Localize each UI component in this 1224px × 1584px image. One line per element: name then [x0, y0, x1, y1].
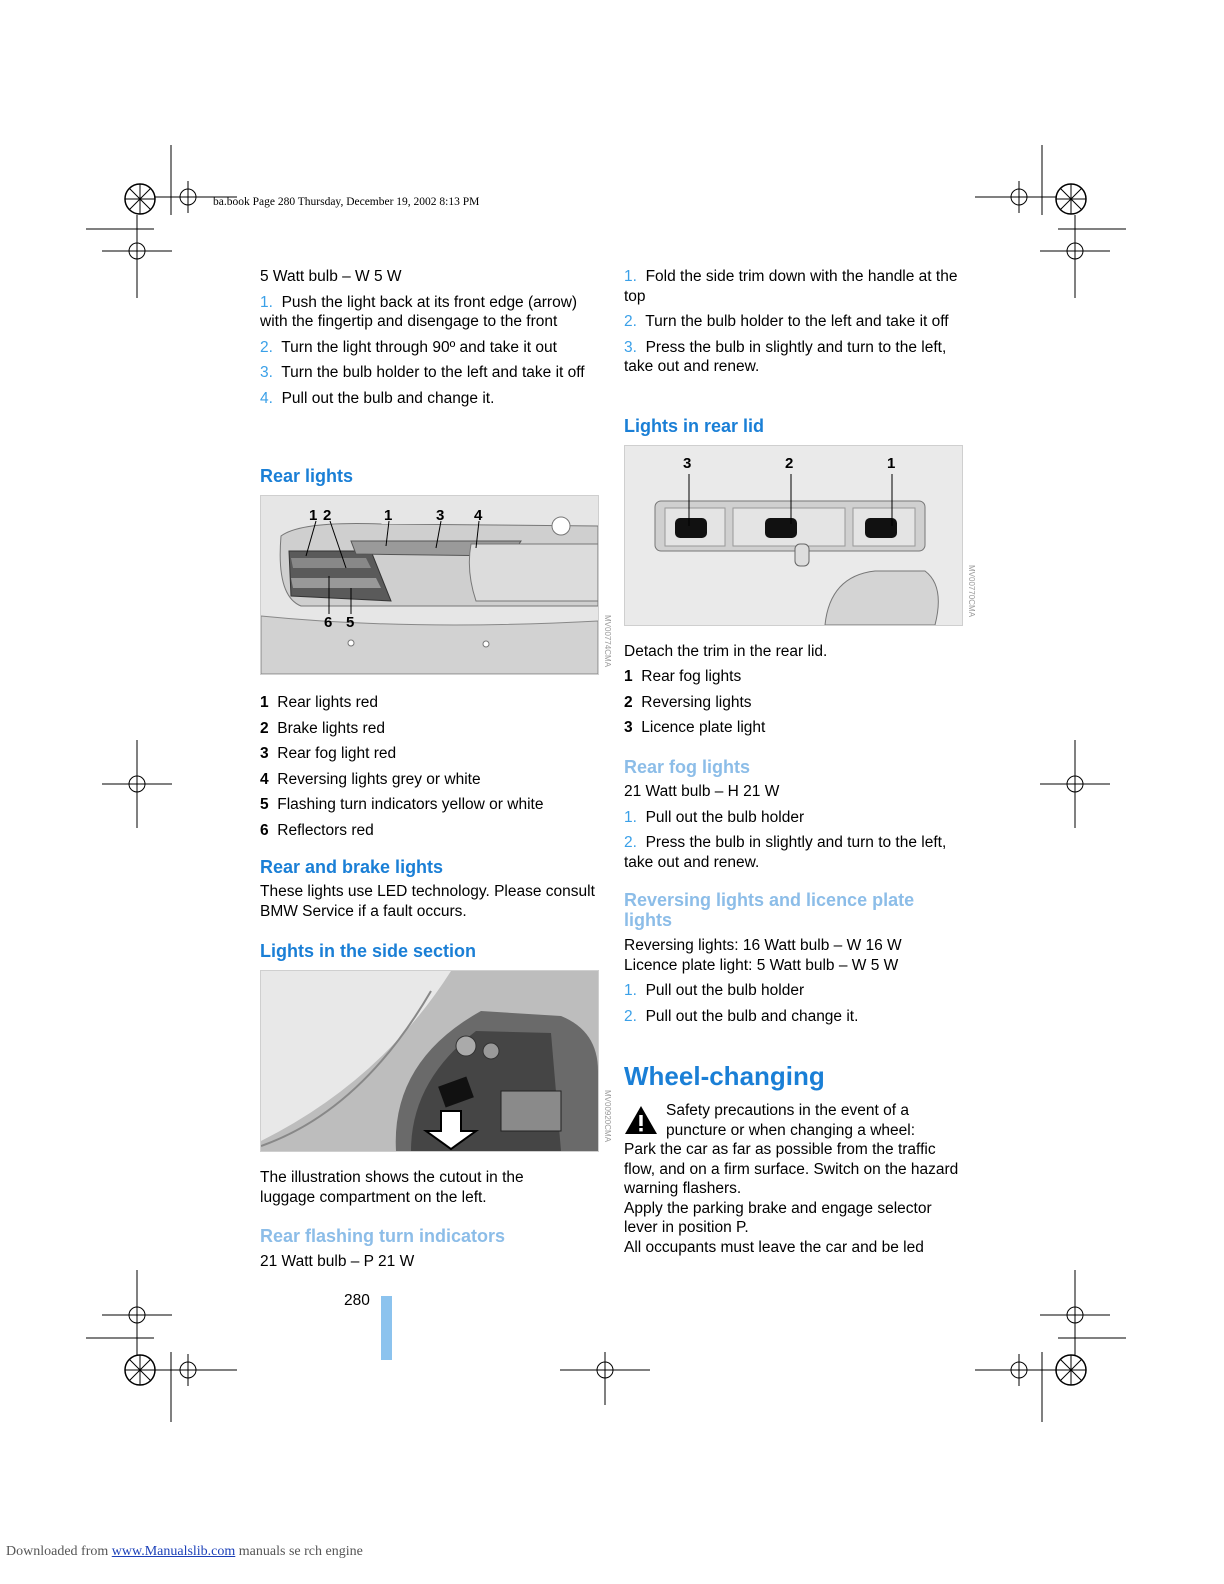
side-section-text: The illustration shows the cutout in the luggage compartment on the left. [260, 1169, 524, 1206]
legend-text: Rear lights red [277, 694, 379, 711]
step-text: Turn the bulb holder to the left and take it off [645, 313, 949, 330]
step-text: Turn the light through 90º and take it out [281, 338, 557, 356]
safety-section [624, 1101, 964, 1257]
side-section-illustration [260, 970, 599, 1152]
legend-number: 5 [260, 796, 269, 813]
wheel-paragraph: All occupants must leave the car and be led [624, 1238, 924, 1256]
step [624, 833, 964, 872]
figure-code: MV00920CMA [603, 1090, 612, 1143]
legend-item [260, 719, 605, 739]
step-text: Push the light back at its front edge (arrow) with the fingertip and disengage to the front [260, 293, 578, 330]
figure-label: 4 [474, 507, 483, 524]
legend-text: Flashing turn indicators yellow or white [277, 796, 544, 813]
rear-fog-section [624, 782, 964, 872]
licence-spec: Licence plate light: 5 Watt bulb – W 5 W [624, 956, 899, 974]
step-text: Press the bulb in slightly and turn to the left, take out and renew. [624, 834, 947, 871]
legend-number: 6 [260, 821, 269, 839]
step-text: Pull out the bulb holder [645, 982, 805, 999]
legend-number: 4 [260, 770, 269, 788]
step [260, 389, 600, 409]
step-number: 2. [624, 1007, 637, 1025]
figure-code: MV00770CMA [967, 565, 976, 618]
legend-item [624, 718, 964, 738]
rear-lid-legend [624, 667, 964, 738]
step-text: Fold the side trim down with the handle at the top [624, 268, 958, 305]
step [624, 312, 964, 332]
legend-text: Reversing lights [641, 693, 752, 711]
step [260, 363, 600, 383]
figure-label: 1 [309, 507, 318, 524]
step-number: 2. [260, 338, 273, 356]
figure-label: 3 [436, 507, 445, 524]
rear-fog-spec: 21 Watt bulb – H 21 W [624, 783, 780, 800]
figure-label: 3 [683, 455, 692, 472]
legend-item [260, 795, 605, 815]
reversing-heading: Reversing lights and licence plate lights [624, 890, 915, 930]
wheel-paragraph: Apply the parking brake and engage selector lever in position P. [624, 1199, 932, 1236]
step-text: Pull out the bulb and change it. [281, 389, 495, 407]
legend-number: 1 [624, 668, 633, 685]
step-text: Press the bulb in slightly and turn to the left, take out and renew. [624, 338, 947, 375]
step [260, 293, 600, 332]
figure-label: 6 [324, 614, 333, 631]
rear-lights-illustration [260, 495, 599, 675]
figure-label: 2 [323, 507, 332, 524]
legend-text: Rear fog light red [277, 745, 397, 762]
step-number: 1. [624, 268, 637, 285]
step [624, 1007, 964, 1027]
rear-brake-text: These lights use LED technology. Please consult BMW Service if a fault occurs. [260, 883, 595, 920]
legend-number: 3 [624, 719, 633, 736]
rear-lid-heading: Lights in rear lid [624, 416, 765, 436]
legend-text: Reflectors red [277, 821, 374, 839]
page-tab [381, 1296, 392, 1360]
rear-lights-heading: Rear lights [260, 466, 354, 486]
step-number: 3. [624, 338, 637, 356]
figure-label: 1 [887, 455, 896, 472]
bulb-spec: 5 Watt bulb – W 5 W [260, 268, 402, 285]
legend-item [260, 744, 605, 764]
figure-label: 5 [346, 614, 355, 631]
step-number: 1. [260, 293, 273, 311]
figure-code: MV00774CMA [603, 615, 612, 668]
rear-lights-legend [260, 693, 605, 840]
legend-item [260, 693, 605, 713]
safety-intro: Safety precautions in the event of a puncture or when changing a wheel: [666, 1102, 916, 1139]
left-column [260, 267, 600, 408]
footer-prefix: Downloaded from [6, 1544, 112, 1559]
step-number: 4. [260, 389, 273, 407]
step [260, 338, 600, 358]
turn-indicators-heading: Rear flashing turn indicators [260, 1226, 506, 1246]
step-text: Pull out the bulb and change it. [645, 1007, 859, 1025]
download-footer [6, 1544, 363, 1560]
step-text: Turn the bulb holder to the left and take it off [281, 364, 585, 381]
step [624, 267, 964, 306]
wheel-changing-heading: Wheel-changing [624, 1061, 825, 1091]
figure-label: 2 [785, 455, 794, 472]
rear-lid-illustration [624, 445, 963, 626]
step-number: 1. [624, 982, 637, 999]
page-number: 280 [344, 1292, 370, 1309]
reversing-spec: Reversing lights: 16 Watt bulb – W 16 W [624, 937, 902, 954]
reversing-section [624, 936, 964, 1026]
legend-text: Reversing lights grey or white [277, 770, 481, 788]
right-steps [624, 267, 964, 377]
step-number: 3. [260, 364, 273, 381]
step [624, 338, 964, 377]
legend-number: 3 [260, 745, 269, 762]
step-number: 2. [624, 834, 637, 851]
legend-text: Licence plate light [641, 719, 766, 736]
legend-number: 2 [260, 719, 269, 737]
step-number: 2. [624, 313, 637, 330]
figure-label: 1 [384, 507, 393, 524]
legend-item [624, 667, 964, 687]
rear-lid-drawing [625, 446, 962, 625]
detach-text: Detach the trim in the rear lid. [624, 643, 828, 660]
turn-indicators-spec: 21 Watt bulb – P 21 W [260, 1253, 415, 1270]
side-section-drawing [261, 971, 598, 1151]
legend-item [260, 821, 605, 841]
rear-brake-heading: Rear and brake lights [260, 857, 444, 877]
step-text: Pull out the bulb holder [645, 808, 805, 826]
legend-item [260, 770, 605, 790]
step [624, 981, 964, 1001]
step-number: 1. [624, 808, 637, 826]
legend-text: Rear fog lights [641, 668, 742, 685]
wheel-paragraph: Park the car as far as possible from the traffic flow, and on a firm surface. Switch on the hazard warning flashers. [624, 1141, 959, 1197]
legend-number: 2 [624, 693, 633, 711]
side-section-heading: Lights in the side section [260, 941, 477, 961]
legend-text: Brake lights red [277, 719, 385, 737]
legend-item [624, 693, 964, 713]
legend-number: 1 [260, 694, 269, 711]
rear-fog-heading: Rear fog lights [624, 757, 751, 777]
step [624, 808, 964, 828]
footer-suffix: manuals se rch engine [235, 1544, 363, 1559]
manualslib-link[interactable]: www.Manualslib.com [111, 1544, 236, 1559]
print-header: ba.book Page 280 Thursday, December 19, 2002 8:13 PM [213, 196, 480, 208]
